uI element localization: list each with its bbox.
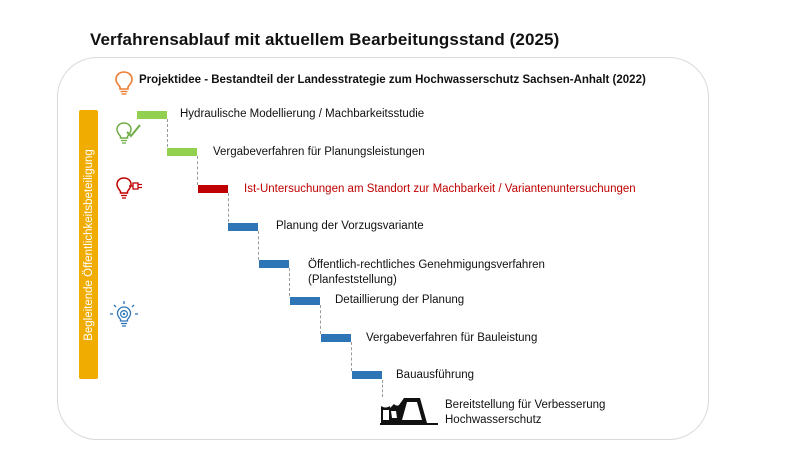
connector-7 bbox=[351, 342, 352, 371]
dike-icon bbox=[380, 396, 438, 426]
connector-3 bbox=[228, 193, 229, 222]
result-text bbox=[445, 398, 605, 428]
result-line-2: Hochwasserschutz bbox=[445, 414, 542, 426]
step-label-2: Vergabeverfahren für Planungsleistungen bbox=[213, 146, 425, 158]
connector-4 bbox=[258, 231, 259, 260]
step-label-6: Detaillierung der Planung bbox=[335, 294, 465, 306]
public-participation-label: Begleitende Öffentlichkeitsbeteiligung bbox=[82, 148, 95, 341]
project-idea-text: Projektidee - Bestandteil der Landesstrategie zum Hochwasserschutz Sachsen-Anhalt (2022) bbox=[139, 74, 646, 86]
lightbulb-plug-icon bbox=[114, 176, 144, 204]
connector-1 bbox=[167, 119, 168, 147]
step-label-3: Ist-Untersuchungen am Standort zur Machbarkeit / Variantenuntersuchungen bbox=[244, 183, 636, 195]
diagram-title: Verfahrensablauf mit aktuellem Bearbeitungsstand (2025) bbox=[90, 30, 560, 49]
lightbulb-glowing-icon bbox=[108, 300, 140, 332]
connector-5 bbox=[289, 268, 290, 296]
step-label-7: Vergabeverfahren für Bauleistung bbox=[366, 332, 538, 344]
step-bar-8 bbox=[352, 371, 382, 379]
step-bar-5 bbox=[259, 260, 289, 268]
lightbulb-check-icon bbox=[114, 121, 142, 149]
connector-8 bbox=[382, 380, 383, 397]
connector-6 bbox=[320, 305, 321, 334]
step-bar-3 bbox=[198, 185, 228, 193]
step-label-4: Planung der Vorzugsvariante bbox=[276, 220, 424, 232]
connector-2 bbox=[197, 156, 198, 185]
step-bar-2 bbox=[167, 148, 197, 156]
step-bar-7 bbox=[321, 334, 351, 342]
step-label-1: Hydraulische Modellierung / Machbarkeitsstudie bbox=[180, 108, 425, 120]
step-bar-4 bbox=[228, 223, 258, 231]
step-bar-1 bbox=[137, 111, 167, 119]
step-label-8: Bauausführung bbox=[396, 369, 475, 381]
step-label-5-line2: (Planfeststellung) bbox=[308, 274, 397, 286]
lightbulb-icon bbox=[114, 70, 134, 98]
step-bar-6 bbox=[290, 297, 320, 305]
result-line-1: Bereitstellung für Verbesserung bbox=[445, 399, 606, 411]
step-label-5-line1: Öffentlich-rechtliches Genehmigungsverfahren bbox=[308, 259, 545, 271]
public-participation-bar bbox=[79, 110, 98, 379]
